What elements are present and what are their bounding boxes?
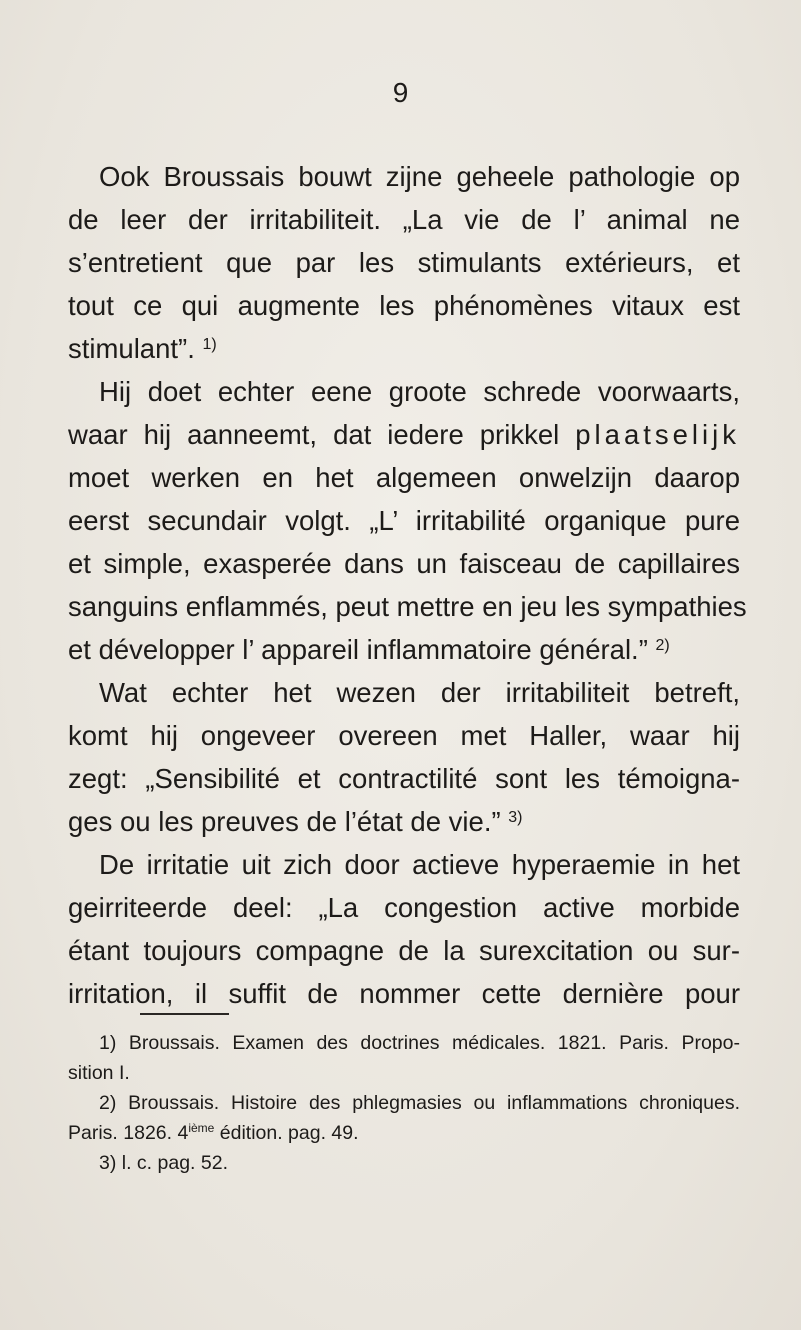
- text-line: eerst secundair volgt. „L’ irritabilité organique pure: [68, 505, 740, 536]
- page-number: 9: [392, 77, 409, 108]
- text-line: moet werken en het algemeen onwelzijn daarop: [68, 462, 740, 493]
- text-line: irritation, il suffit de nommer cette dernière pour: [68, 978, 740, 1009]
- footnote-1-line: sition I.: [68, 1062, 130, 1084]
- superscript: ième: [188, 1121, 215, 1135]
- body-text: [68, 155, 747, 1015]
- text-line: [68, 628, 740, 671]
- text-line: Hij doet echter eene groote schrede voorwaarts,: [99, 376, 740, 407]
- text-line: et simple, exasperée dans un faisceau de capillaires: [68, 548, 740, 579]
- footnote-ref-2: 2): [655, 637, 670, 654]
- footnote-ref-3: 3): [508, 809, 523, 826]
- text-line: De irritatie uit zich door actieve hyperaemie in het: [99, 849, 740, 880]
- text-line: de leer der irritabiliteit. „La vie de l’ animal ne: [68, 204, 740, 235]
- footnote-1-line: 1) Broussais. Examen des doctrines médicales. 1821. Paris. Propo-: [99, 1032, 740, 1054]
- text-segment: édition. pag. 49.: [214, 1122, 359, 1144]
- text-segment: ges ou les preuves de l’état de vie.”: [68, 806, 501, 837]
- text-line: tout ce qui augmente les phénomènes vitaux est: [68, 290, 740, 321]
- text-line: zegt: „Sensibilité et contractilité sont les témoigna-: [68, 763, 740, 794]
- text-line: komt hij ongeveer overeen met Haller, waar hij: [68, 720, 740, 751]
- text-segment: waar hij aanneemt, dat iedere prikkel: [68, 419, 560, 450]
- text-line: s’entretient que par les stimulants extérieurs, et: [68, 247, 740, 278]
- footnote-3-line: 3) l. c. pag. 52.: [99, 1152, 228, 1174]
- text-segment: et développer l’ appareil inflammatoire général.”: [68, 634, 648, 665]
- footnotes: [68, 1028, 740, 1178]
- text-line: [68, 327, 740, 370]
- footnote-2-line: 2) Broussais. Histoire des phlegmasies ou inflammations chroniques.: [99, 1092, 740, 1114]
- text-line: sanguins enflammés, peut mettre en jeu les sympathies: [68, 591, 747, 622]
- text-line: Ook Broussais bouwt zijne geheele pathologie op: [99, 161, 740, 192]
- text-line: étant toujours compagne de la surexcitation ou sur-: [68, 935, 740, 966]
- text-line: [68, 800, 740, 843]
- text-line: geirriteerde deel: „La congestion active morbide: [68, 892, 740, 923]
- footnote-divider: [140, 1013, 229, 1015]
- text-line: [68, 413, 740, 456]
- text-segment: Paris. 1826. 4: [68, 1122, 189, 1144]
- text-segment: stimulant”.: [68, 333, 195, 364]
- text-line: Wat echter het wezen der irritabiliteit betreft,: [99, 677, 740, 708]
- footnote-ref-1: 1): [202, 336, 217, 353]
- footnote-2-line: [68, 1118, 740, 1148]
- emphasized-word: plaatselijk: [575, 419, 741, 450]
